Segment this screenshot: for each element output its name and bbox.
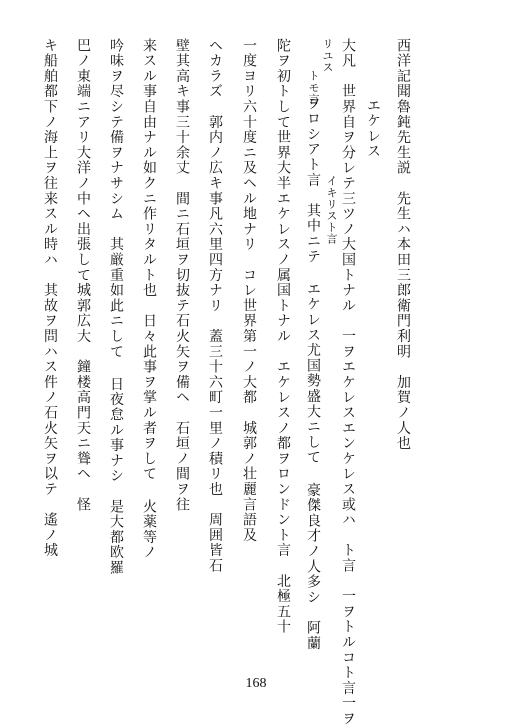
text-line: 壁其高キ事三十余丈 間ニ石垣ヲ切抜テ石火矢ヲ備ヘ 石垣ノ間ヲ往 [174, 38, 190, 513]
title-line: 西洋記聞魯鈍先生説 先生ハ本田三郎衛門利明 加賀ノ人也 [395, 38, 411, 452]
ruby-gloss: トモ言 [307, 70, 320, 105]
text-line: ヘカラズ 郭内ノ広キ事凡六里四方ナリ 蓋三十六町一里ノ積リ也 周囲皆石 [207, 38, 223, 574]
ruby-gloss: リユス [321, 38, 334, 73]
text-line: ヲロシアト言 其中ニテ エケレス尤国勢盛大ニして 豪傑良才ノ人多シ 阿蘭 [305, 96, 321, 651]
text-line: キ船舶都下ノ海上ヲ往来スル時ハ 其故ヲ問ハス件ノ石火矢ヲ以テ 遙ノ城 [42, 38, 58, 559]
text-line: 一度ヨリ六十度ニ及ヘル地ナリ コレ世界第一ノ大都 城郭ノ壮麗言語及 [241, 38, 257, 543]
text-line: 大凡 世界自ヲ分レテ三ツノ大国トナル 一ヲエケレスエンケレス或ハ ト言 一ヲトルコト言一ヲ [340, 38, 356, 727]
text-line: 吟味ヲ尽シテ備ヲナサシム 其厳重如此ニして 日夜怠ル事ナシ 是大都欧羅 [108, 38, 124, 576]
text-line: 来スル事自由ナル如クニ作リタルト也 日々此事ヲ掌ル者ヲして 火薬等ノ [141, 38, 157, 561]
section-heading: エケレス [365, 98, 381, 160]
text-line: 巴ノ東端ニアリ大洋ノ中ヘ出張して城郭広大 鐘楼高門天ニ聳ヘ 怪 [75, 38, 91, 513]
text-line: 陀ヲ初トして世界大半エケレスノ属国トナル エケレスノ都ヲロンドント言 北極五十 [275, 38, 291, 635]
page-number: 168 [245, 676, 267, 691]
ruby-gloss: イキリスト言 [325, 175, 338, 245]
